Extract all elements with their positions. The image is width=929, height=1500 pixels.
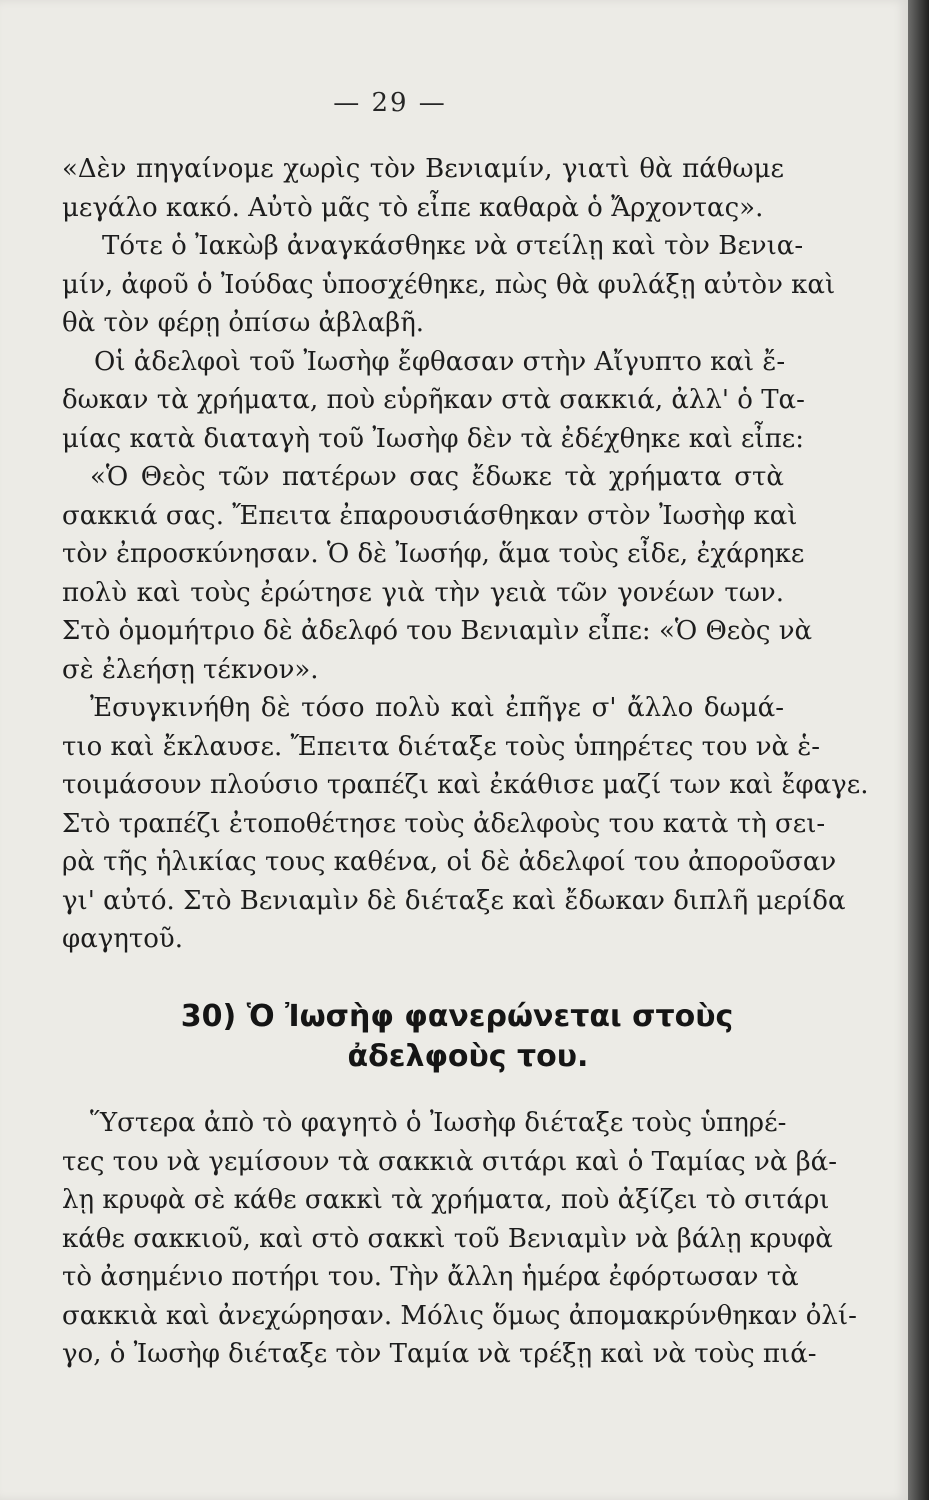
text-line: «Ὁ Θεὸς τῶν πατέρων σας ἔδωκε τὰ χρήματα στὰ [90,462,784,492]
text-line: γι' αὐτό. Στὸ Βενιαμὶν δὲ διέταξε καὶ ἔδωκαν διπλῆ μερίδα [62,885,846,916]
text-line: κάθε σακκιοῦ, καὶ στὸ σακκὶ τοῦ Βενιαμὶν νὰ βάλῃ κρυφὰ [62,1223,833,1254]
text-line: γο, ὁ Ἰωσὴφ διέταξε τὸν Ταμία νὰ τρέξῃ καὶ νὰ τοὺς πιά- [62,1339,817,1369]
text-line: Στὸ τραπέζι ἐτοποθέτησε τοὺς ἀδελφοὺς του κατὰ τὴ σει- [62,808,826,839]
section-heading [62,997,784,1077]
text-line: «Δὲν πηγαίνομε χωρὶς τὸν Βενιαμίν, γιατὶ θὰ πάθωμε [62,154,784,184]
section-30-text [62,1104,857,1374]
text-line: σὲ ἐλεήσῃ τέκνον». [62,654,319,685]
text-line: Στὸ ὁμομήτριο δὲ ἀδελφό του Βενιαμὶν εἶπε: «Ὁ Θεὸς νὰ [62,616,813,646]
text-line: Ἐσυγκινήθη δὲ τόσο πολὺ καὶ ἐπῆγε σ' ἄλλο δωμά- [90,693,784,723]
section-29-text [62,150,869,959]
page-number: — 29 — [333,88,447,118]
text-line: τὸ ἀσημένιο ποτήρι του. Τὴν ἄλλη ἡμέρα ἐφόρτωσαν τὰ [62,1262,799,1292]
section-heading-line: 30) Ὁ Ἰωσὴφ φανερώνεται στοὺς [180,999,734,1034]
text-line: σακκιά σας. Ἔπειτα ἐπαρουσιάσθηκαν στὸν Ἰωσὴφ καὶ [62,500,798,531]
text-line: σακκιὰ καὶ ἀνεχώρησαν. Μόλις ὅμως ἀπομακρύνθηκαν ὀλί- [62,1300,857,1331]
text-line: Οἱ ἀδελφοὶ τοῦ Ἰωσὴφ ἔφθασαν στὴν Αἴγυπτο καὶ ἔ- [94,346,786,377]
text-line: μίας κατὰ διαταγὴ τοῦ Ἰωσὴφ δὲν τὰ ἐδέχθηκε καὶ εἶπε: [62,423,805,454]
text-line: Ὕστερα ἀπὸ τὸ φαγητὸ ὁ Ἰωσὴφ διέταξε τοὺς ὑπηρέ- [90,1108,787,1138]
page-edge-shadow [908,0,929,1500]
text-line: τες του νὰ γεμίσουν τὰ σακκιὰ σιτάρι καὶ ὁ Ταμίας νὰ βά- [62,1146,838,1177]
text-line: λῃ κρυφὰ σὲ κάθε σακκὶ τὰ χρήματα, ποὺ ἀξίζει τὸ σιτάρι [62,1185,830,1215]
text-line: Τότε ὁ Ἰακὼβ ἀναγκάσθηκε νὰ στείλῃ καὶ τὸν Βενια- [102,231,804,261]
text-line: μίν, ἀφοῦ ὁ Ἰούδας ὑποσχέθηκε, πὼς θὰ φυλάξῃ αὐτὸν καὶ [62,269,836,300]
section-heading-line: ἀδελφοὺς του. [347,1039,589,1074]
text-line: τὸν ἐπροσκύνησαν. Ὁ δὲ Ἰωσήφ, ἅμα τοὺς εἶδε, ἐχάρηκε [62,539,805,569]
text-line: πολὺ καὶ τοὺς ἐρώτησε γιὰ τὴν γειὰ τῶν γονέων των. [62,577,784,608]
text-line: δωκαν τὰ χρήματα, ποὺ εὑρῆκαν στὰ σακκιά, ἀλλ' ὁ Τα- [62,385,805,415]
text-line: μεγάλο κακό. Αὐτὸ μᾶς τὸ εἶπε καθαρὰ ὁ Ἄρχοντας». [62,192,764,223]
text-line: θὰ τὸν φέρῃ ὀπίσω ἀβλαβῆ. [62,308,425,338]
text-line: τιο καὶ ἔκλαυσε. Ἔπειτα διέταξε τοὺς ὑπηρέτες του νὰ ἑ- [62,731,821,762]
text-line: φαγητοῦ. [62,924,183,954]
text-line: ρὰ τῆς ἡλικίας τους καθένα, οἱ δὲ ἀδελφοί του ἀποροῦσαν [62,847,837,877]
text-line: τοιμάσουν πλούσιο τραπέζι καὶ ἐκάθισε μαζί των καὶ ἔφαγε. [62,770,869,800]
